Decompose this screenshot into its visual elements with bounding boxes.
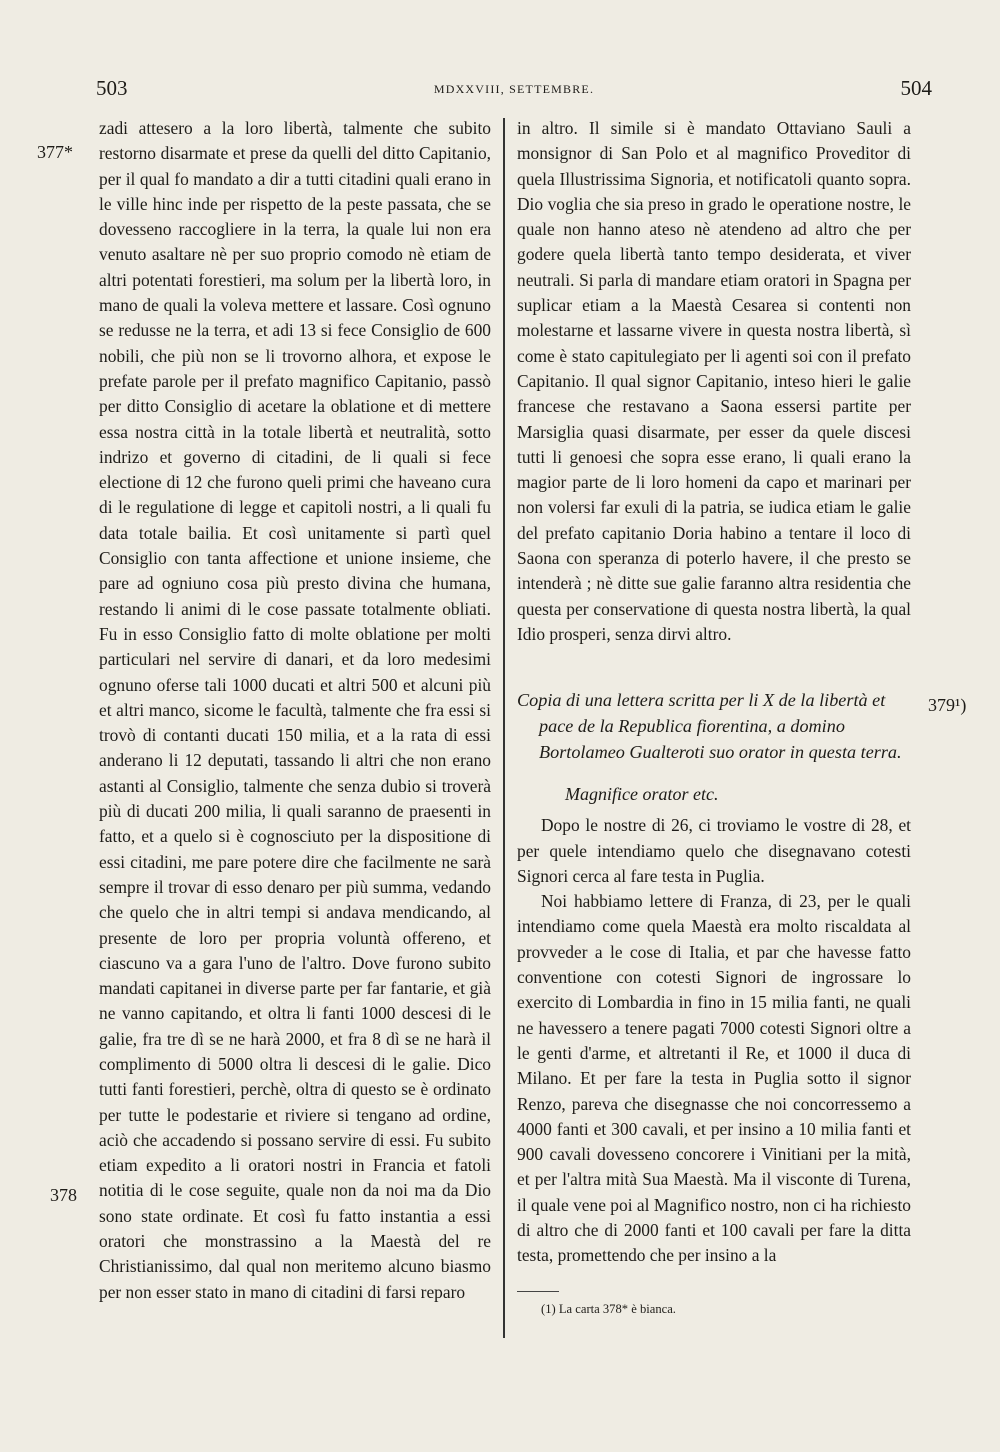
page-number-left: 503: [96, 76, 128, 100]
footnote: (1) La carta 378* è bianca.: [541, 1301, 676, 1316]
letter-paragraph-2: Noi habbiamo lettere di Franza, di 23, per le quali intendiamo come quela Maestà era molto riscaldata al provveder a le cose di Italia, et par che havesse fatto conventione con cotesti Signori de ingrossare lo exercito di Lombardia in fino in 15 milia fanti, ne quali ne havessero a tenere pagati 7000 cotesti Signori oltre a le genti d'arme, et altretanti il Re, et 1000 il duca di Milano. Et per fare la testa in Puglia sotto il signor Renzo, pareva che disegnasse che noi concorressemo a 4000 fanti et 300 cavali, et per insino a 10 milia fanti et 900 cavali dovesseno concorere i Vinitiani per la mità, et per l'altra mità Sua Maestà. Ma il visconte di Turena, il quale vene poi al Magnifico nostro, non ci ha richiesto di altro che di 2000 fanti et 100 cavali per fare la ditta testa, promettendo che per insino a la: [517, 891, 911, 1266]
letter-salutation: Magnifice orator etc.: [565, 784, 719, 805]
left-column-text: zadi attesero a la loro libertà, talmente che subito restorno disarmate et prese da quelli del ditto Capitanio, per il qual fo mandato a dir a tutti citadini quali erano in le ville hinc inde per rispetto de la peste passata, che se dovesseno raccogliere in la terra, la quale lui non era venuto asaltare nè per suo proprio comodo nè etiam de altri potentati forestieri, ma solum per la libertà loro, in mano de quali la voleva mettere et lassare. Così ognuno se redusse ne la terra, et adi 13 si fece Consiglio de 600 nobili, che più non se li trovorno alhora, et expose le prefate parole per il prefato magnifico Capitanio, passò per ditto Consiglio di acetare la oblatione et di mettere essa nostra città in la totale libertà et neutralità, sotto indrizo et governo di citadini, de li quali si fece electione di 12 che furono queli primi che haveano cura di le regulatione di legge et capitoli nostri, a li quali fu data totale bailia. Et così unitamente si partì quel Consiglio con tanta affectione et unione insieme, che pare ad ogniuno cosa più presto divina che humana, restando li animi di le cose passate totalmente obliati. Fu in esso Consiglio fatto di molte oblatione per molti particulari nel servire di danari, et da loro medesimi ognuno oferse tali 1000 ducati et altri 500 et alcuni più et altri manco, sicome le facultà, talmente che fra essi si trovò di contanti ducati 150 milia, et a la rata di essi anderano li 12 deputati, tassando li altri che non erano astanti al Consiglio, talmente che senza dubio si troverà più di ducati 200 milia, li quali saranno de praesenti in fatto, et a quelo si è cognosciuto per la dispositione di essi citadini, me pare potere dire che facilmente ne sarà sempre il trovar di esso denaro per più summa, vedando che quelo che in altri tempi si andava mendicando, al presente de loro per propria voluntà offereno, et ciascuno va a gara l'uno de l'altro. Dove furono subito mandati capitanei in diverse parte per far fantarie, et già ne vanno capitando, et oltra li fanti 1000 descesi di le galie, fra tre dì se ne harà 2000, et fra 8 dì se ne harà il complimento di 5000 oltra li descesi di le galie. Dico tutti fanti forestieri, perchè, oltra di questo se è ordinato per tutte le podestarie et riviere si tengano ad ordine, aciò che accadendo si possano servire di essi. Fu subito etiam expedito a li oratori nostri in Francia et fatoli notitia di le cose seguite, quale non da noi ma da Dio sono state ordinate. Et così fu fatto instantia a essi oratori che monstrassino a la Maestà del re Christianissimo, dal qual non meritemo alcuno biasmo per non esser stato in mano di citadini di farsi reparo: [99, 118, 491, 1302]
right-column-text: in altro. Il simile si è mandato Ottaviano Sauli a monsignor di San Polo et al magnifico Proveditor di quela Illustrissima Signoria, et notificatoli quanto sopra. Dio voglia che sia preso in grado le operatione nostre, le quale non hanno ateso nè atendeno ad altro che per godere quela libertà tanto tempo desiderata, et viver neutrali. Si parla di mandare etiam oratori in Spagna per suplicar etiam a la Maestà Cesarea si contenti non molestarne et lassarne vivere in questa nostra libertà, sì come è stato capitulegiato per li agenti soi con il prefato Capitanio. Il qual signor Capitanio, inteso hieri le galie francese che restavano a Saona essersi partite per Marsiglia quasi disarmate, per esser da quele discesi tutti li genoesi che sopra esse erano, li quali erano la magior parte de li loro homeni da capo et marinari per non volersi far exuli di la patria, se iudica etiam le galie del prefato capitanio Doria habino a tentare il loco di Saona con speranza di poterlo havere, il che presto se intenderà ; nè ditte sue galie faranno altra residentia che questa per conservatione di questa nostra libertà, la qual Idio prosperi, senza dirvi altro.: [517, 118, 911, 644]
left-column: [99, 116, 491, 1305]
column-divider: [503, 118, 505, 1338]
margin-note-379: 379¹): [928, 695, 967, 715]
margin-note-378: 378: [50, 1185, 77, 1205]
running-title: MDXXVIII, SETTEMBRE.: [433, 82, 595, 96]
footnote-rule: [517, 1291, 559, 1292]
page-number-right: 504: [900, 76, 932, 100]
right-column: [517, 116, 911, 1318]
margin-note-377: 377*: [37, 142, 73, 162]
letter-paragraph-1: Dopo le nostre di 26, ci troviamo le vostre di 28, et per quele intendiamo quelo che disegnavano cotesti Signori cerca al fare testa in Puglia.: [517, 815, 911, 886]
letter-title: Copia di una lettera scritta per li X de la libertà et pace de la Republica fiorentina, a domino Bortolameo Gualteroti suo orator in questa terra.: [517, 690, 902, 763]
page-header: [96, 72, 932, 108]
